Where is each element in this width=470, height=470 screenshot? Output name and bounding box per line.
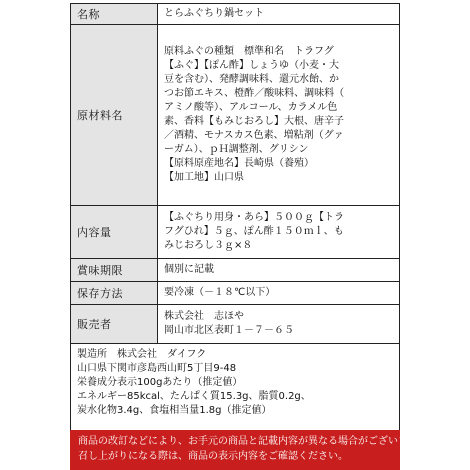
ingredients-line: 【加工地】山口県: [164, 172, 244, 183]
content-line: 【ふぐちり用身・あら】５００ｇ【トラ: [164, 212, 344, 223]
row-ingredients: [71, 25, 400, 206]
storage-value: 要冷凍（－１８℃以下）: [158, 282, 400, 305]
content-key: 内容量: [71, 206, 158, 259]
row-name: [71, 4, 400, 25]
food-label-table: [70, 3, 400, 441]
name-value: とらふぐちり鍋セット: [158, 4, 400, 25]
row-seller: [71, 305, 400, 344]
expiry-key: 賞味期限: [71, 259, 158, 282]
content-line: フグひれ】５ｇ、ぽん酢１５０ｍｌ、も: [164, 226, 344, 237]
notice-banner: [70, 430, 428, 470]
ingredients-line: 【原料原産地名】長崎県（養殖）: [164, 158, 314, 169]
ingredients-line: つお節エキス、橙酢／酸味料、調味料（: [164, 88, 345, 99]
ingredients-line: 【ふぐ】【ぽん酢】しょうゆ（小麦・大: [164, 60, 339, 71]
nutrition-line: エネルギー85kcal、たんぱく質15.3g、脂質0.2g、: [77, 391, 311, 402]
row-expiry: [71, 259, 400, 282]
seller-line: 岡山市北区表町１－７－６５: [164, 325, 294, 336]
nutrition-line: 栄養成分表示100gあたり（推定値）: [77, 377, 243, 388]
seller-value: [158, 305, 400, 344]
content-line: みじおろし３ｇ×８: [164, 240, 253, 251]
manufacturer-line: 製造所 株式会社 ダイフク: [77, 349, 207, 360]
nutrition-line: 炭水化物3.4g、食塩相当量1.8g（推定値）: [77, 405, 272, 416]
notice-line: 召し上がりになる際は、商品の表示内容をご確認ください。: [78, 451, 348, 462]
ingredients-line: ーガム）、ｐＨ調整剤、グリシン: [164, 144, 309, 155]
row-storage: [71, 282, 400, 305]
seller-key: 販売者: [71, 305, 158, 344]
expiry-value: 個別に記載: [158, 259, 400, 282]
notice-line: 商品の改訂などにより、お手元の商品と記載内容が異なる場合がございます。: [78, 436, 428, 447]
seller-line: 株式会社 志ほや: [164, 311, 244, 322]
content-value: [158, 206, 400, 259]
ingredients-line: 原料ふぐの種類 標準和名 トラフグ: [164, 46, 334, 57]
ingredients-value: [158, 25, 400, 206]
ingredients-line: 豆を含む）、発酵調味料、還元水飴、か: [164, 74, 339, 85]
manufacturer-value: [71, 344, 400, 441]
storage-key: 保存方法: [71, 282, 158, 305]
ingredients-line: 素、香料【もみじおろし】大根、唐辛子: [164, 116, 344, 127]
manufacturer-line: 山口県下関市彦島西山町5丁目9-48: [77, 363, 237, 374]
ingredients-line: ／酒精、モナスカス色素、増粘剤（グァ: [164, 130, 344, 141]
name-key: 名称: [71, 4, 158, 25]
ingredients-line: アミノ酸等）、アルコール、カラメル色: [164, 102, 338, 113]
row-content: [71, 206, 400, 259]
ingredients-key: 原材料名: [71, 25, 158, 206]
row-manufacturer: [71, 344, 400, 441]
